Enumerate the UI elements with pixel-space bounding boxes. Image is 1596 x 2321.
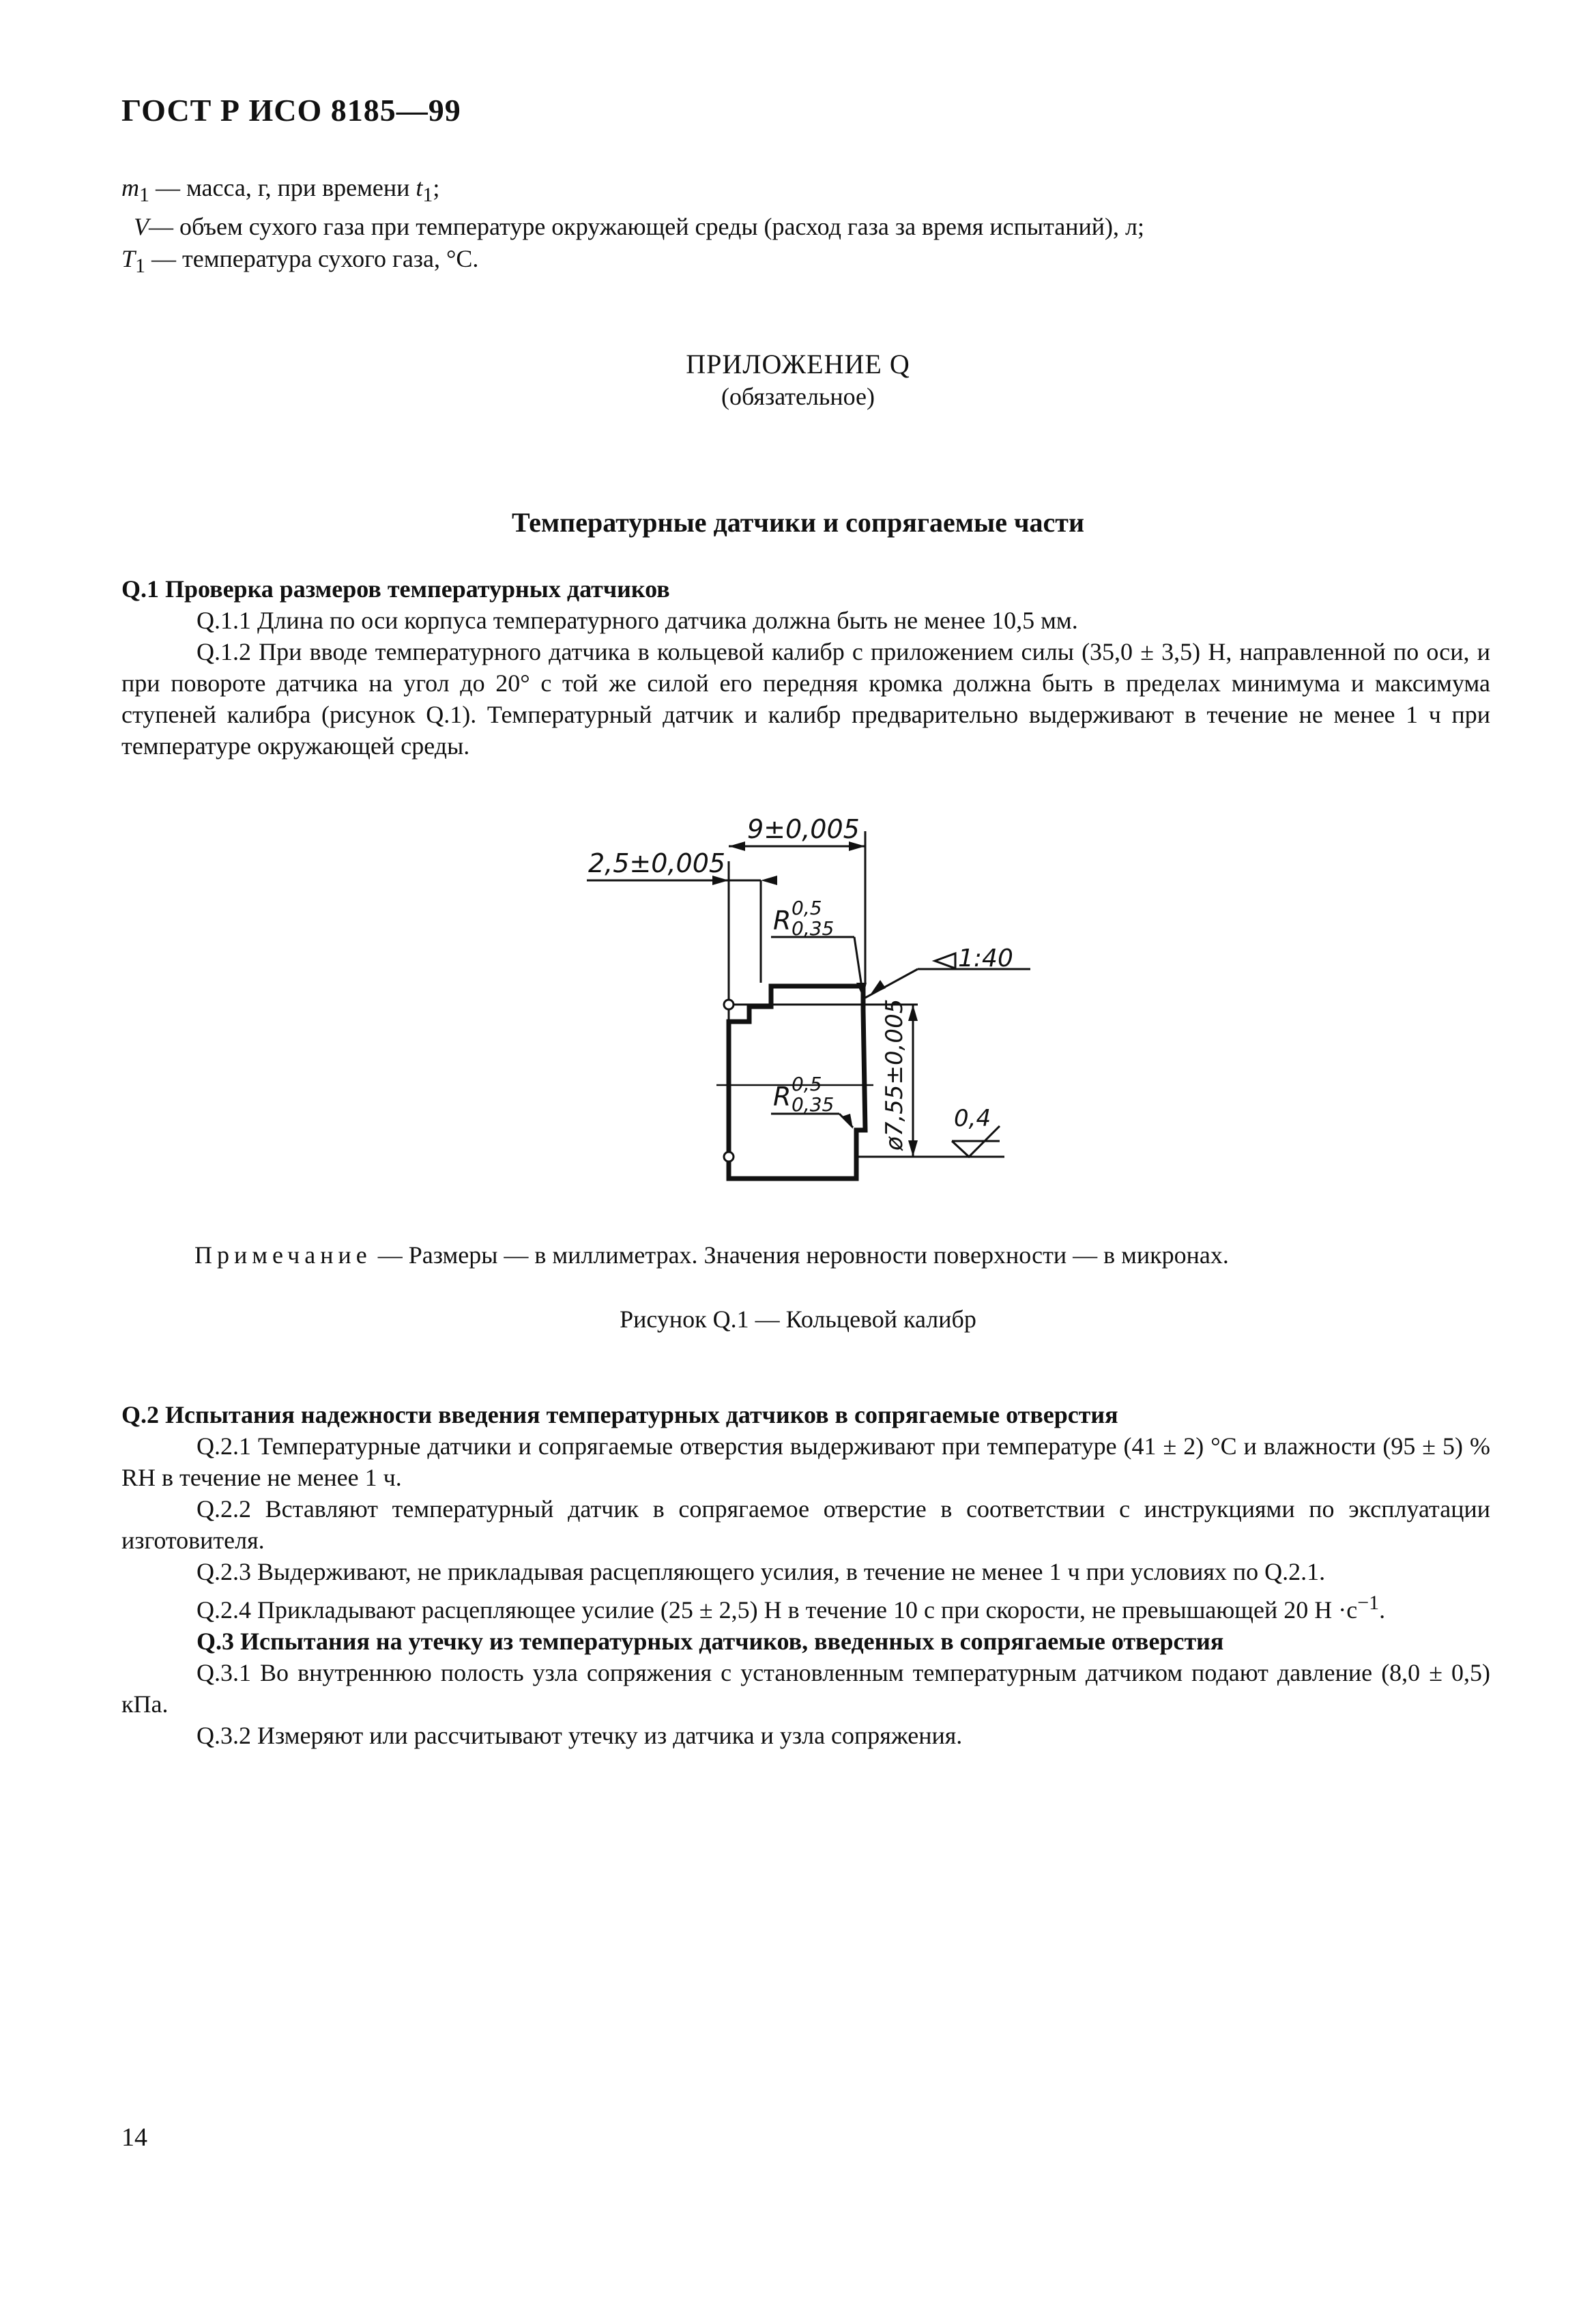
section-title: Температурные датчики и сопрягаемые части [511,507,1084,538]
arrow [842,1114,853,1129]
svg-text:0,35: 0,35 [792,1093,835,1116]
definition-m1 [121,172,1144,211]
svg-text:0,5: 0,5 [792,1073,822,1095]
symbol-definitions [121,172,1144,282]
dimension-label-9: 9±0,005 [747,814,860,844]
svg-text:0,5: 0,5 [792,897,822,919]
arrow [761,876,777,885]
paragraph-q1-1: Q.1.1 Длина по оси корпуса температурного датчика должна быть не менее 10,5 мм. [197,607,1078,634]
definition-t1 [121,243,1144,282]
figure-caption: Рисунок Q.1 — Кольцевой калибр [620,1306,976,1333]
paragraph-q2-2: Q.2.2 Вставляют температурный датчик в сопрягаемое отверстие в соответствии с инструкциями по эксплуатации изготовителя. [121,1495,1490,1554]
definition-v [121,211,1144,243]
q1-heading: Q.1 Проверка размеров температурных датчиков [121,575,670,603]
edge-marker [724,1152,734,1162]
document-header: ГОСТ Р ИСО 8185—99 [121,93,461,128]
definition-text: — объем сухого газа при температуре окружающей среды (расход газа за время испытаний), л; [149,213,1144,241]
page-number: 14 [121,2123,147,2152]
section-q2 [121,1399,1490,1751]
q2-4-tail: . [1379,1596,1386,1624]
radius-label-lower [773,1073,834,1116]
taper-label: 1:40 [958,945,1013,972]
paragraph-q2-4 [121,1587,1490,1626]
symbol: t [416,174,423,201]
exponent: −1 [1357,1591,1380,1614]
appendix-title: ПРИЛОЖЕНИЕ Q [686,349,910,379]
symbol: m [121,174,139,201]
appendix-subtitle: (обязательное) [721,383,875,410]
diameter-label: ø7,55±0,005 [881,998,908,1151]
svg-text:R: R [773,1082,792,1112]
symbol-subscript: 1 [422,184,433,207]
paragraph-q2-1: Q.2.1 Температурные датчики и сопрягаемые отверстия выдерживают при температуре (41 ± 2) °С и влажности (95 ± 5) % RH в течение не менее 1 ч. [121,1432,1490,1491]
arrow [908,1005,918,1021]
paragraph-q3-1: Q.3.1 Во внутреннюю полость узла сопряжения с установленным температурным датчиком подают давление (8,0 ± 0,5) кПа. [121,1659,1490,1718]
arrow [908,1140,918,1157]
definition-text: — масса, г, при времени [149,174,416,201]
q2-4-text: Q.2.4 Прикладывают расцепляющее усилие (25 ± 2,5) Н в течение 10 с при скорости, не превышающей 20 Н ·с [197,1596,1358,1624]
note-label: Примечание [194,1241,372,1269]
figure-note [194,1241,1229,1269]
dimension-label-2-5: 2,5±0,005 [588,848,726,878]
section-q1 [121,573,1490,762]
q3-heading: Q.3 Испытания на утечку из температурных датчиков, введенных в сопрягаемые отверстия [197,1628,1224,1655]
edge-marker [724,1000,734,1009]
svg-text:0,35: 0,35 [792,917,835,940]
svg-text:R: R [773,906,792,936]
definition-text: — температура сухого газа, °С. [145,245,479,273]
ring-gauge-drawing [0,805,1596,1201]
radius-label-upper [773,897,834,940]
definition-tail: ; [433,174,440,201]
paragraph-q1-2: Q.1.2 При вводе температурного датчика в кольцевой калибр с приложением силы (35,0 ± 3,5) Н, направленной по оси, и при повороте датчика на угол до 20° с той же силой его передняя кромка должна быть в пределах минимума и максимума ступеней калибра (рисунок Q.1). Температурный датчик и калибр предварительно выдерживают в течение не менее 1 ч при температуре окружающей среды. [121,638,1490,760]
symbol: T [121,245,136,273]
paragraph-q3-2: Q.3.2 Измеряют или рассчитывают утечку из датчика и узла сопряжения. [197,1722,963,1749]
paragraph-q2-3: Q.2.3 Выдерживают, не прикладывая расцепляющего усилия, в течение не менее 1 ч при условиях по Q.2.1. [197,1558,1326,1585]
q2-heading: Q.2 Испытания надежности введения температурных датчиков в сопрягаемые отверстия [121,1401,1118,1428]
symbol-subscript: 1 [139,184,149,207]
roughness-label: 0,4 [954,1105,991,1132]
arrow [870,980,886,995]
arrow [729,841,745,851]
symbol: V [134,213,149,241]
symbol-subscript: 1 [135,255,146,278]
note-text: — Размеры — в миллиметрах. Значения неровности поверхности — в микронах. [371,1241,1229,1269]
taper-symbol [935,953,955,968]
